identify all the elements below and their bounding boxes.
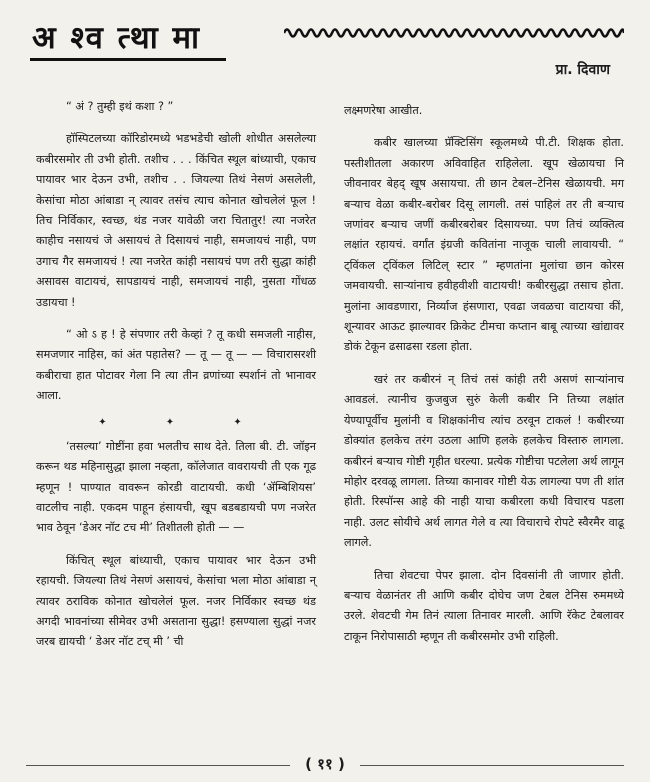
story-title: अ श्व त्था मा: [32, 20, 202, 56]
paragraph: “ ओ ऽ ह ! हे संपणार तरी केव्हां ? तू कधी समजली नाहीस, समजणार नाहिस, कां अंत पहातेस? — तू — तू — — विचारासरशी कबीराचा हात पोटावर गेला नि त्या तीन व्रणांच्या स्पर्शानं तो भानावर आला.: [36, 328, 316, 403]
paragraph: हॉस्पिटलच्या कॉरिडोरमध्ये भडभडेची खोली शोधीत असलेल्या कबीरसमोर ती उभी होती. तशीच . . . किंचित स्थूल बांध्याची, एकाच पायावर भार देऊन उभी, तशीच . . जियल्या तिथं नेसणं असलेली, केसांचा मोठा आंबाडा न् त्यावर तसंच त्याच कोनात खोचलेलं फूल ! तिच निर्विकार, स्वच्छ, थंड नजर यावेळी जरा चितातुर! त्या नजरेत काहीच नसायचं जे असायचं ते दिसायचं नाही, समजायचं नाही, पण उगाच गैर समजायचं ! त्या नजरेत कांही नसायचं पण तरी सुद्धा कांही असावस वाटायचं, सापडायचं नाही, समजायचं नाही, नुसता गोंधळ उडायचा !: [36, 132, 316, 309]
right-column: [344, 101, 624, 659]
left-column: [36, 97, 316, 665]
paragraph: लक्ष्मणरेषा आखीत.: [344, 104, 423, 117]
section-break-stars: ✦ ✦ ✦: [98, 416, 270, 428]
decorative-wave-divider: [284, 22, 624, 44]
paragraph: खरं तर कबीरनं न् तिचं तसं कांही तरी असणं साऱ्यांनाच आवडलं. त्यानीच कुजबुज सुरुं केली कबीर नि तिच्या लक्षांत येण्यापूर्वीच मुलांनी व शिक्षकांनीच त्यांच ठरवून टाकलं ! कबीरच्या डोक्यांत हलकेच तरंग उठला आणि हलके हलकेच विस्तारु लागला. कबीरनं बऱ्याच गोष्टी गृहीत धरल्या. प्रत्येक गोष्टीचा पटलेला अर्थ लागून मोहोर दरवळू लागला. तिच्या कानावर गोष्टी येऊ लागल्या पण ती शांत होती. रिस्पॉन्स आहे की नाही याचा कबीरला कधी विचारच पडला नाही. उलट सोयीचे अर्थ लागत गेले व त्या विचाराचे रोपटे स्वैरमैर वाढू लागले.: [344, 372, 624, 550]
paragraph: किंचित् स्थूल बांध्याची, एकाच पायावर भार देऊन उभी रहायची. जियल्या तिथं नेसणं असायचं, केसांचा भला मोठा आंबाडा न् त्यावर ठराविक कोनात खोचलेलं फूल. नजर निर्विकार स्वच्छ थंड अगदी भावनांच्या सीमेवर उभी असताना सुद्धा! हसण्याला सुद्धां नजर जरब द्यायची ‘ डेअर नॉट टच् मी ’ ची: [36, 553, 316, 649]
paragraph: कबीर खालच्या प्रॅक्टिसिंग स्कूलमध्ये पी.टी. शिक्षक होता. पस्तीशीतला अकारण अविवाहित राहिलेला. खूप खेळायचा नि जीवनावर बेहद् खूष असायचा. ती छान टेबल–टेनिस खेळायची. मग बऱ्याच वेळा कबीर-बरोबर दिसू लागली. तसं पाहिलं तर ती बऱ्याच जणांवर बऱ्याच जणीं कबीरबरोबर दिसायच्या. पण तिचं व्यक्तित्व लक्षांत रहायचं. वर्गांत इंग्रजी कवितांना नाजूक चाली लावायची. “ ट्विंकल ट्विंकल लिटिल् स्टार ” म्हणतांना मुलांचा छान कोरस जमवायची. साऱ्यांनाच हवीहवीशी वाटायची! कबीरसुद्धा तसाच होता. मुलांना आवडणारा, निर्व्याज हंसणारा, एवढा जवळचा वाटायचा कीं, शून्यावर आऊट झाल्यावर क्रिकेट टीमचा कप्तान बाबू त्याच्या खांद्यावर डोकं टेकून ढसाढसा रडला होता.: [344, 136, 624, 354]
author-name: प्रा. दिवाण: [555, 62, 610, 78]
title-underline: [30, 58, 226, 61]
paragraph: “ अं ? तुम्ही इथं कशा ? ”: [66, 100, 174, 113]
page-number: ( ११ ): [305, 755, 345, 773]
paragraph: तिचा शेवटचा पेपर झाला. दोन दिवसांनी ती जाणार होती. बऱ्याच वेळानंतर ती आणि कबीर दोघेच जण टेबल टेनिस रुममध्ये उरले. शेवटची गेम तिनं त्याला तिनावर मारली. आणि रॅकेट टेबलावर टाकून निरोपासाठी म्हणून ती कबीरसमोर उभी राहिली.: [344, 568, 624, 643]
paragraph: ‘तसल्या’ गोष्टींना हवा भलतीच साथ देते. तिला बी. टी. जॉइन करून थड महिनासुद्धा झाला नव्हता, कॉलेजात वावरायची ती एक गूढ म्हणून ! पाण्यात वावरून कोरडी वाटायची. कधी ‘ॲम्बिशियस’ वाटलीच नाही. एकदम पाहून हंसायची, खूप बडबडायची पण नजरेत भाव ठेवून ‘डेअर नॉट टच मी’ तिशीतली होती — —: [36, 439, 316, 535]
